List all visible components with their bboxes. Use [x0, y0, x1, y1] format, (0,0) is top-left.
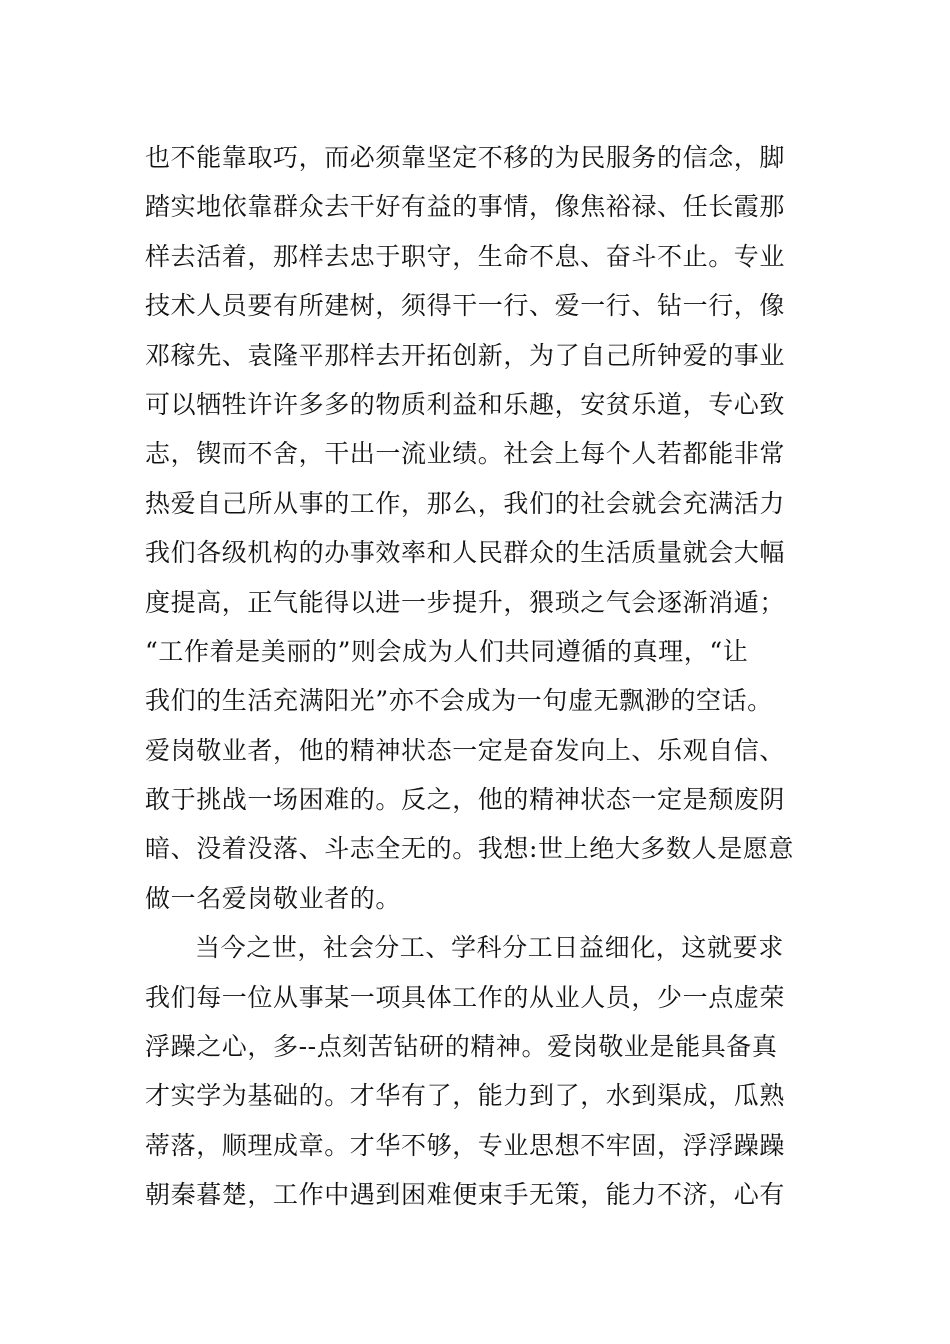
- text-line: 可以牺牲许许多多的物质利益和乐趣，安贫乐道，专心致: [145, 389, 786, 419]
- text-line: 爱岗敬业者，他的精神状态一定是奋发向上、乐观自信、: [145, 735, 786, 765]
- text-line: 浮躁之心，多--点刻苦钻研的精神。爱岗敬业是能具备真: [145, 1032, 778, 1062]
- body-text: [145, 133, 815, 1220]
- text-line: 暗、没着没落、斗志全无的。我想:世上绝大多数人是愿意: [145, 834, 795, 864]
- text-line: 我们的生活充满阳光”亦不会成为一句虚无飘渺的空话。: [145, 686, 773, 716]
- text-line: 我们每一位从事某一项具体工作的从业人员，少一点虚荣: [145, 982, 786, 1012]
- text-line: 我们各级机构的办事效率和人民群众的生活质量就会大幅: [145, 538, 786, 568]
- text-line: 样去活着，那样去忠于职守，生命不息、奋斗不止。专业: [145, 241, 786, 271]
- text-line: 热爱自己所从事的工作，那么，我们的社会就会充满活力: [145, 488, 786, 518]
- text-line: 也不能靠取巧，而必须靠坚定不移的为民服务的信念，脚: [145, 143, 786, 172]
- text-line-indented: 当今之世，社会分工、学科分工日益细化，这就要求: [195, 933, 784, 963]
- paragraph-2: [145, 923, 815, 1219]
- text-line: “工作着是美丽的”则会成为人们共同遵循的真理，“让: [145, 636, 749, 666]
- text-line: 敢于挑战一场困难的。反之，他的精神状态一定是颓废阴: [145, 785, 786, 815]
- text-line: 邓稼先、袁隆平那样去开拓创新，为了自己所钟爱的事业: [145, 340, 786, 370]
- text-line: 度提高，正气能得以进一步提升，猥琐之气会逐渐消遁；: [145, 587, 786, 617]
- paragraph-1: [145, 133, 815, 923]
- text-line: 踏实地依靠群众去干好有益的事情，像焦裕禄、任长霞那: [145, 192, 786, 222]
- text-line: 朝秦暮楚，工作中遇到困难便束手无策，能力不济，心有: [145, 1180, 786, 1210]
- text-line: 做一名爱岗敬业者的。: [145, 883, 402, 913]
- text-line: 才实学为基础的。才华有了，能力到了，水到渠成，瓜熟: [145, 1081, 786, 1111]
- text-line: 蒂落，顺理成章。才华不够，专业思想不牢固，浮浮躁躁: [145, 1130, 786, 1160]
- text-line: 技术人员要有所建树，须得干一行、爱一行、钻一行，像: [145, 291, 786, 321]
- text-line: 志，锲而不舍，干出一流业绩。社会上每个人若都能非常: [145, 439, 786, 469]
